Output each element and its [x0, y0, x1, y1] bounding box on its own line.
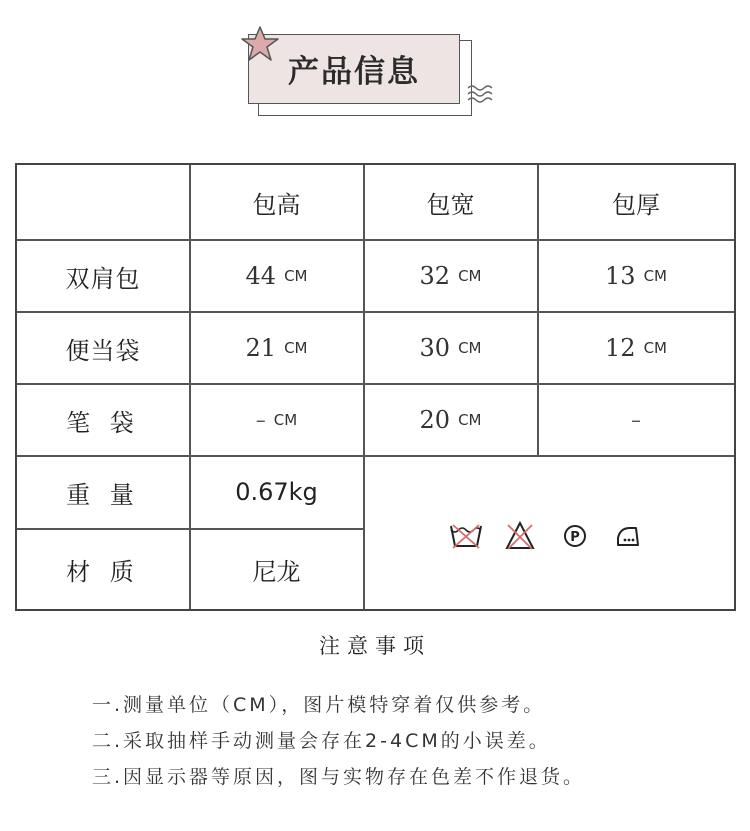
star-icon	[240, 24, 280, 64]
table-cell	[190, 384, 363, 456]
cell-value: –	[255, 408, 266, 432]
table-cell	[190, 240, 363, 312]
wave-icon	[466, 82, 500, 104]
note-item-2: 二.采取抽样手动测量会存在2-4CM的小误差。	[92, 730, 551, 752]
row-label-lunch-bag: 便当袋	[65, 336, 141, 365]
row-label-material: 材 质	[66, 557, 140, 586]
note-item-3: 三.因显示器等原因，图与实物存在色差不作退货。	[92, 766, 586, 788]
title-block	[240, 18, 510, 118]
cell-value: 32	[419, 262, 451, 290]
table-cell	[538, 384, 734, 456]
cell-value: 13	[605, 262, 636, 290]
cell-value: 30	[419, 334, 451, 362]
table-cell	[190, 312, 363, 384]
cell-value: –	[631, 408, 641, 432]
notes-title: 注意事项	[319, 634, 431, 658]
row-label-backpack: 双肩包	[65, 264, 141, 293]
care-icons	[448, 520, 648, 556]
header-depth: 包厚	[612, 190, 660, 219]
svg-text:P: P	[570, 530, 580, 545]
cell-value: 44	[245, 262, 277, 290]
cell-unit: CM	[458, 411, 482, 429]
row-label-weight: 重 量	[66, 480, 140, 509]
cell-value: 12	[605, 334, 636, 362]
weight-value: 0.67kg	[235, 478, 318, 506]
table-cell	[538, 312, 734, 384]
cell-unit: CM	[273, 411, 298, 429]
page-title: 产品信息	[288, 53, 420, 90]
note-item-1: 一.测量单位（CM），图片模特穿着仅供参考。	[92, 694, 546, 716]
cell-unit: CM	[643, 339, 667, 357]
low-iron-icon	[618, 528, 638, 545]
header-width: 包宽	[426, 190, 475, 219]
table-cell	[364, 384, 537, 456]
no-wash-icon	[451, 525, 481, 548]
cell-value: 20	[419, 406, 451, 434]
header-height: 包高	[252, 190, 301, 219]
cell-unit: CM	[458, 339, 482, 357]
cell-unit: CM	[458, 267, 482, 285]
cell-unit: CM	[284, 267, 308, 285]
row-label-pencil-case: 笔 袋	[66, 408, 140, 437]
cell-value: 21	[245, 334, 277, 362]
material-value: 尼龙	[252, 557, 301, 586]
no-bleach-icon	[507, 523, 533, 549]
table-cell	[364, 240, 537, 312]
cell-unit: CM	[643, 267, 667, 285]
table-cell	[364, 312, 537, 384]
cell-unit: CM	[284, 339, 308, 357]
table-cell	[538, 240, 734, 312]
dry-clean-icon	[565, 526, 585, 546]
